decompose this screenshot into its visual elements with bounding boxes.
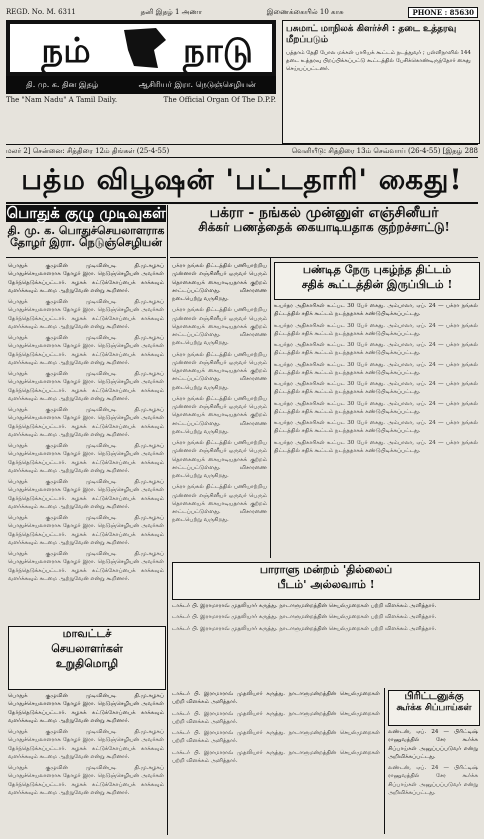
district-line3: உறுதிமொழி	[55, 657, 119, 670]
masthead-left-sub: தி. மு. க. தின இதழ்	[26, 80, 99, 89]
svg-text:நம்: நம்	[41, 31, 91, 71]
masthead-logo	[6, 20, 276, 76]
article-column-5	[388, 728, 478, 834]
english-tagline-right: The Official Organ Of The D.P.P.	[163, 96, 276, 104]
article-paragraph: டாக்டர் பி. இராமாராவ் முதலியார் கருத்து. நாடாளுமன்றத்தின் செயல்முறைகள் பற்றி விளக்கம் அளித்தார்.	[172, 691, 380, 706]
article-paragraph: பொதுக் குழுவின் முடிவின்படி தி.மு.கழகப் பொதுச்செயலாளராக தோழர் இரா. நெடுஞ்செழியன் அவர்கள் தேர்ந்தெடுக்கப்பட்டார். கழகக் கட்டுக்கோப்பைக் காக்கவும் வளர்க்கவும் கடமை ஆற்றுவேன் என்று கூறினார்.	[8, 335, 164, 366]
bhakra-line2: சிக்கர் பணத்தைக் கையாடியதாக குற்றச்சாட்டு!	[198, 220, 450, 235]
article-paragraph: பக்ரா நங்கல் திட்டத்தில் பணியாற்றிய முன்னாள் எஞ்சினீயர் ஒருவர் பெரும் தொகையைக் கையாடியதாகக் குற்றம் சாட்டப்பட்டுள்ளது. விசாரணை நடைபெற்று வருகிறது.	[172, 307, 267, 347]
article-paragraph: பொதுக் குழுவின் முடிவின்படி தி.மு.கழகப் பொதுச்செயலாளராக தோழர் இரா. நெடுஞ்செழியன் அவர்கள் தேர்ந்தெடுக்கப்பட்டார். கழகக் கட்டுக்கோப்பைக் காக்கவும் வளர்க்கவும் கடமை ஆற்றுவேன் என்று கூறினார்.	[8, 765, 164, 796]
article-paragraph: பொதுக் குழுவின் முடிவின்படி தி.மு.கழகப் பொதுச்செயலாளராக தோழர் இரா. நெடுஞ்செழியன் அவர்கள் தேர்ந்தெடுக்கப்பட்டார். கழகக் கட்டுக்கோப்பைக் காக்கவும் வளர்க்கவும் கடமை ஆற்றுவேன் என்று கூறினார்.	[8, 551, 164, 582]
phone-number: PHONE : 85630	[408, 7, 478, 18]
agitation-heading: பசுமாட் மாநிலக் கிளர்ச்சி : தடை உத்தரவு மீறப்படும்	[286, 24, 457, 45]
district-line2: செயலாளர்கள்	[51, 642, 123, 655]
masthead-right-sub: ஆசிரியர் இரா. நெடுஞ்செழியன்	[138, 80, 256, 89]
article-paragraph: உயர்தர அதிகாரிகள் உட்பட 30 பேர் கைது. அம்பாலா, ஏப். 24 — பக்ரா நங்கல் திட்டத்தில் சதிக் கூட்டம் நடந்ததாகக் கண்டுபிடிக்கப்பட்டது.	[274, 439, 478, 454]
article-paragraph: உயர்தர அதிகாரிகள் உட்பட 30 பேர் கைது. அம்பாலா, ஏப். 24 — பக்ரா நங்கல் திட்டத்தில் சதிக் கூட்டம் நடந்ததாகக் கண்டுபிடிக்கப்பட்டது.	[274, 361, 478, 376]
nehru-line2: சதிக் கூட்டத்தின் இருப்பிடம் !	[301, 278, 453, 291]
parliament-line1: பாராளு மன்றம் 'தில்லைப்	[259, 563, 393, 576]
top-info-bar	[6, 5, 478, 19]
district-line1: மாவட்டச்	[62, 627, 112, 640]
column-rule	[384, 688, 385, 834]
article-paragraph: பொதுக் குழுவின் முடிவின்படி தி.மு.கழகப் பொதுச்செயலாளராக தோழர் இரா. நெடுஞ்செழியன் அவர்கள் தேர்ந்தெடுக்கப்பட்டார். கழகக் கட்டுக்கோப்பைக் காக்கவும் வளர்க்கவும் கடமை ஆற்றுவேன் என்று கூறினார்.	[8, 729, 164, 760]
price-note: இணைக்கையில் 10 காசு	[266, 7, 344, 16]
article-paragraph: டாக்டர் பி. இராமாராவ் முதலியார் கருத்து. நாடாளுமன்றத்தின் செயல்முறைகள் பற்றி விளக்கம் அளித்தார்.	[172, 730, 380, 745]
nehru-line1: பண்டித நேரு புகழ்ந்த திட்டம்	[302, 263, 452, 276]
agitation-body: பத்தாம் தேதி போல மக்கள் பாரியக் கூட்டம் நடத்துவர் ; பள்ளிநாளில் 144 தடை உத்தரவு பிறப்பிக்கப்பட்டு கூட்டத்தில் பேசிக்கொண்டிருந்தோர் கைது செய்யப்பட்டனர்.	[286, 49, 471, 73]
article-paragraph: பக்ரா நங்கல் திட்டத்தில் பணியாற்றிய முன்னாள் எஞ்சினீயர் ஒருவர் பெரும் தொகையைக் கையாடியதாகக் குற்றம் சாட்டப்பட்டுள்ளது. விசாரணை நடைபெற்று வருகிறது.	[172, 395, 267, 435]
britain-line2: கூர்க்க சிப்பாய்கள்	[396, 703, 472, 713]
single-issue-price: தனி இதழ் 1 அணா	[140, 7, 203, 16]
article-column-2	[172, 262, 267, 558]
dateline-right: வெளியீடு: சித்திரை 13ம் செவ்வாய் (26-4-55) [இதழ் 288	[291, 146, 478, 155]
article-paragraph: பொதுக் குழுவின் முடிவின்படி தி.மு.கழகப் பொதுச்செயலாளராக தோழர் இரா. நெடுஞ்செழியன் அவர்கள் தேர்ந்தெடுக்கப்பட்டார். கழகக் கட்டுக்கோப்பைக் காக்கவும் வளர்க்கவும் கடமை ஆற்றுவேன் என்று கூறினார்.	[8, 371, 164, 402]
dateline-left: மலர் 2] சென்னை: சித்திரை 12ம் திங்கள் (25-4-55)	[6, 146, 170, 155]
masthead	[6, 20, 276, 142]
article-paragraph: பக்ரா நங்கல் திட்டத்தில் பணியாற்றிய முன்னாள் எஞ்சினீயர் ஒருவர் பெரும் தொகையைக் கையாடியதாகக் குற்றம் சாட்டப்பட்டுள்ளது. விசாரணை நடைபெற்று வருகிறது.	[172, 484, 267, 524]
article-paragraph: உயர்தர அதிகாரிகள் உட்பட 30 பேர் கைது. அம்பாலா, ஏப். 24 — பக்ரா நங்கல் திட்டத்தில் சதிக் கூட்டம் நடந்ததாகக் கண்டுபிடிக்கப்பட்டது.	[274, 303, 478, 318]
column-rule	[167, 205, 168, 835]
article-paragraph: பொதுக் குழுவின் முடிவின்படி தி.மு.கழகப் பொதுச்செயலாளராக தோழர் இரா. நெடுஞ்செழியன் அவர்கள் தேர்ந்தெடுக்கப்பட்டார். கழகக் கட்டுக்கோப்பைக் காக்கவும் வளர்க்கவும் கடமை ஆற்றுவேன் என்று கூறினார்.	[8, 693, 164, 724]
article-paragraph: லண்டன், ஏப். 24 — பிரிட்டிஷ் ராணுவத்தில் சேர கூர்க்க சிப்பாய்கள் அனுப்பப்படுவர் என்று அறிவிக்கப்பட்டது.	[388, 729, 478, 760]
article-column-3	[274, 302, 478, 558]
general-council-headline	[6, 205, 166, 258]
article-paragraph: பொதுக் குழுவின் முடிவின்படி தி.மு.கழகப் பொதுச்செயலாளராக தோழர் இரா. நெடுஞ்செழியன் அவர்கள் தேர்ந்தெடுக்கப்பட்டார். கழகக் கட்டுக்கோப்பைக் காக்கவும் வளர்க்கவும் கடமை ஆற்றுவேன் என்று கூறினார்.	[8, 263, 164, 294]
article-paragraph: பொதுக் குழுவின் முடிவின்படி தி.மு.கழகப் பொதுச்செயலாளராக தோழர் இரா. நெடுஞ்செழியன் அவர்கள் தேர்ந்தெடுக்கப்பட்டார். கழகக் கட்டுக்கோப்பைக் காக்கவும் வளர்க்கவும் கடமை ஆற்றுவேன் என்று கூறினார்.	[8, 515, 164, 546]
district-article	[8, 692, 164, 832]
article-paragraph: உயர்தர அதிகாரிகள் உட்பட 30 பேர் கைது. அம்பாலா, ஏப். 24 — பக்ரா நங்கல் திட்டத்தில் சதிக் கூட்டம் நடந்ததாகக் கண்டுபிடிக்கப்பட்டது.	[274, 322, 478, 337]
article-paragraph: பக்ரா நங்கல் திட்டத்தில் பணியாற்றிய முன்னாள் எஞ்சினீயர் ஒருவர் பெரும் தொகையைக் கையாடியதாகக் குற்றம் சாட்டப்பட்டுள்ளது. விசாரணை நடைபெற்று வருகிறது.	[172, 263, 267, 302]
parliament-box	[172, 562, 480, 600]
article-paragraph: பொதுக் குழுவின் முடிவின்படி தி.மு.கழகப் பொதுச்செயலாளராக தோழர் இரா. நெடுஞ்செழியன் அவர்கள் தேர்ந்தெடுக்கப்பட்டார். கழகக் கட்டுக்கோப்பைக் காக்கவும் வளர்க்கவும் கடமை ஆற்றுவேன் என்று கூறினார்.	[8, 443, 164, 474]
article-paragraph: உயர்தர அதிகாரிகள் உட்பட 30 பேர் கைது. அம்பாலா, ஏப். 24 — பக்ரா நங்கல் திட்டத்தில் சதிக் கூட்டம் நடந்ததாகக் கண்டுபிடிக்கப்பட்டது.	[274, 420, 478, 435]
article-column-4b	[172, 690, 380, 834]
article-paragraph: பொதுக் குழுவின் முடிவின்படி தி.மு.கழகப் பொதுச்செயலாளராக தோழர் இரா. நெடுஞ்செழியன் அவர்கள் தேர்ந்தெடுக்கப்பட்டார். கழகக் கட்டுக்கோப்பைக் காக்கவும் வளர்க்கவும் கடமை ஆற்றுவேன் என்று கூறினார்.	[8, 299, 164, 330]
masthead-subbar	[6, 76, 276, 94]
main-headline: பத்ம விபூஷன் 'பட்டதாரி' கைது!	[6, 160, 478, 204]
article-paragraph: உயர்தர அதிகாரிகள் உட்பட 30 பேர் கைது. அம்பாலா, ஏப். 24 — பக்ரா நங்கல் திட்டத்தில் சதிக் கூட்டம் நடந்ததாகக் கண்டுபிடிக்கப்பட்டது.	[274, 342, 478, 357]
svg-text:நாடு: நாடு	[183, 31, 253, 71]
article-paragraph: பொதுக் குழுவின் முடிவின்படி தி.மு.கழகப் பொதுச்செயலாளராக தோழர் இரா. நெடுஞ்செழியன் அவர்கள் தேர்ந்தெடுக்கப்பட்டார். கழகக் கட்டுக்கோப்பைக் காக்கவும் வளர்க்கவும் கடமை ஆற்றுவேன் என்று கூறினார்.	[8, 479, 164, 510]
district-secretaries-box	[8, 626, 166, 690]
article-paragraph: டாக்டர் பி. இராமாராவ் முதலியார் கருத்து. நாடாளுமன்றத்தின் செயல்முறைகள் பற்றி விளக்கம் அளித்தார்.	[172, 614, 437, 621]
article-paragraph: பக்ரா நங்கல் திட்டத்தில் பணியாற்றிய முன்னாள் எஞ்சினீயர் ஒருவர் பெரும் தொகையைக் கையாடியதாகக் குற்றம் சாட்டப்பட்டுள்ளது. விசாரணை நடைபெற்று வருகிறது.	[172, 351, 267, 391]
agitation-news-box	[282, 20, 480, 144]
english-tagline-left: The "Nam Nadu" A Tamil Daily.	[6, 96, 118, 104]
bhakra-title: பக்ரா - நங்கல் முன்னுள் எஞ்சினீயர்	[209, 205, 439, 221]
bhakra-nangal-headline	[170, 205, 478, 258]
britain-line1: பிரிட்டனுக்கு	[404, 691, 464, 702]
general-council-title: பொதுக் குழு முடிவுகள்	[6, 204, 166, 222]
article-paragraph: டாக்டர் பி. இராமாராவ் முதலியார் கருத்து. நாடாளுமன்றத்தின் செயல்முறைகள் பற்றி விளக்கம் அளித்தார்.	[172, 603, 437, 609]
nehru-plan-box	[274, 262, 480, 300]
dateline	[6, 144, 478, 158]
column-rule	[270, 258, 271, 558]
article-paragraph: பக்ரா நங்கல் திட்டத்தில் பணியாற்றிய முன்னாள் எஞ்சினீயர் ஒருவர் பெரும் தொகையைக் கையாடியதாகக் குற்றம் சாட்டப்பட்டுள்ளது. விசாரணை நடைபெற்று வருகிறது.	[172, 440, 267, 479]
registration-number: REGD. No. M. 6311	[6, 8, 76, 16]
britain-gurkha-box	[388, 690, 480, 726]
general-council-line3: தோழர் இரா. நெடுஞ்செழியன்	[10, 235, 162, 249]
article-paragraph: டாக்டர் பி. இராமாராவ் முதலியார் கருத்து. நாடாளுமன்றத்தின் செயல்முறைகள் பற்றி விளக்கம் அளித்தார்.	[172, 710, 380, 725]
article-paragraph: டாக்டர் பி. இராமாராவ் முதலியார் கருத்து. நாடாளுமன்றத்தின் செயல்முறைகள் பற்றி விளக்கம் அளித்தார்.	[172, 749, 380, 764]
parliament-line2: பீடம்' அல்லவாம் !	[277, 578, 375, 591]
general-council-line2: தி. மு. க. பொதுச்செயலாளராக	[7, 223, 165, 237]
article-paragraph: உயர்தர அதிகாரிகள் உட்பட 30 பேர் கைது. அம்பாலா, ஏப். 24 — பக்ரா நங்கல் திட்டத்தில் சதிக் கூட்டம் நடந்ததாகக் கண்டுபிடிக்கப்பட்டது.	[274, 381, 478, 396]
article-paragraph: உயர்தர அதிகாரிகள் உட்பட 30 பேர் கைது. அம்பாலா, ஏப். 24 — பக்ரா நங்கல் திட்டத்தில் சதிக் கூட்டம் நடந்ததாகக் கண்டுபிடிக்கப்பட்டது.	[274, 400, 478, 415]
masthead-english-line	[6, 96, 276, 104]
article-paragraph: டாக்டர் பி. இராமாராவ் முதலியார் கருத்து. நாடாளுமன்றத்தின் செயல்முறைகள் பற்றி விளக்கம் அளித்தார்.	[172, 625, 437, 632]
article-paragraph: லண்டன், ஏப். 24 — பிரிட்டிஷ் ராணுவத்தில் சேர கூர்க்க சிப்பாய்கள் அனுப்பப்படுவர் என்று அறிவிக்கப்பட்டது.	[388, 765, 478, 796]
article-column-4	[172, 602, 478, 684]
article-paragraph: பொதுக் குழுவின் முடிவின்படி தி.மு.கழகப் பொதுச்செயலாளராக தோழர் இரா. நெடுஞ்செழியன் அவர்கள் தேர்ந்தெடுக்கப்பட்டார். கழகக் கட்டுக்கோப்பைக் காக்கவும் வளர்க்கவும் கடமை ஆற்றுவேன் என்று கூறினார்.	[8, 407, 164, 438]
article-column-1	[8, 262, 164, 622]
